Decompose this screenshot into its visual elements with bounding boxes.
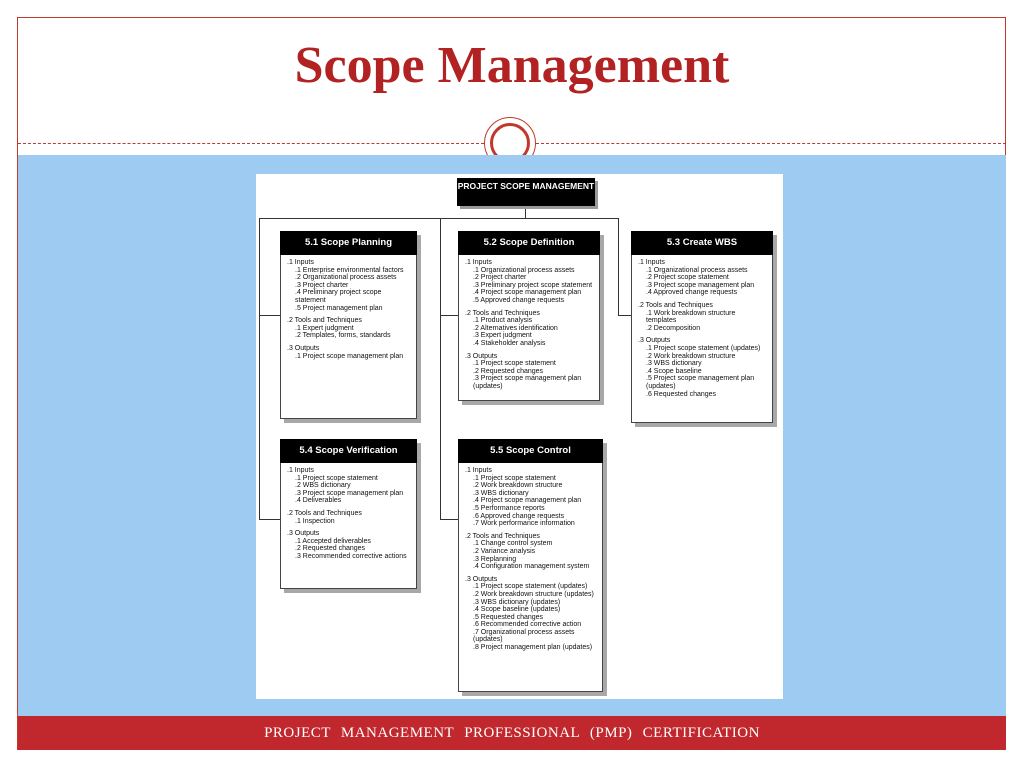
section-item: .4 Preliminary project scope statement (295, 289, 382, 304)
slide-title: Scope Management (294, 37, 730, 94)
process-section (465, 467, 596, 528)
section-item: .1 Product analysis (473, 317, 533, 325)
process-section (287, 345, 410, 360)
section-item: .4 Deliverables (295, 497, 342, 505)
section-item: .7 Work performance information (473, 520, 575, 528)
section-item: .6 Requested changes (646, 390, 717, 398)
section-item: .2 Project scope statement (646, 274, 729, 282)
section-item: .5 Requested changes (473, 613, 544, 621)
connector-line (259, 519, 280, 520)
section-item: .3 Recommended corrective actions (295, 552, 407, 560)
section-item: .2 Variance analysis (473, 547, 536, 555)
section-item: .5 Project management plan (295, 304, 383, 312)
section-item: .2 Alternatives identification (473, 324, 558, 332)
section-item: .2 Templates, forms, standards (295, 332, 391, 340)
section-item: .2 Decomposition (646, 324, 701, 332)
process-title: 5.3 Create WBS (631, 231, 773, 255)
section-item: .3 Expert judgment (473, 332, 532, 340)
process-body (632, 255, 772, 398)
section-item: .3 WBS dictionary (473, 489, 529, 497)
section-item: .7 Organizational process assets (updates) (473, 628, 575, 644)
process-section (287, 530, 410, 560)
section-item: .1 Project scope statement (updates) (646, 344, 761, 352)
section-item: .1 Project scope statement (473, 360, 556, 368)
process-section (287, 317, 410, 340)
process-body (459, 463, 602, 652)
process-section (465, 533, 596, 571)
process-section (465, 576, 596, 652)
process-section (287, 467, 410, 505)
scope-management-diagram (256, 174, 783, 699)
section-item: .2 WBS dictionary (295, 482, 351, 490)
section-item: .4 Scope baseline (646, 367, 702, 375)
process-body (459, 255, 599, 391)
section-item: .1 Inspection (295, 517, 335, 525)
section-item: .1 Project scope management plan (295, 352, 404, 360)
section-item: .4 Stakeholder analysis (473, 339, 546, 347)
section-heading: .2 Tools and Techniques (465, 309, 540, 317)
section-heading: .3 Outputs (465, 352, 498, 360)
section-heading: .1 Inputs (638, 259, 665, 266)
section-item: .1 Project scope statement (473, 474, 556, 482)
section-heading: .2 Tools and Techniques (638, 301, 713, 309)
section-heading: .1 Inputs (287, 259, 314, 266)
section-item: .5 Project scope management plan (updates) (646, 375, 755, 390)
section-item: .6 Approved change requests (473, 512, 565, 520)
process-title: 5.1 Scope Planning (280, 231, 417, 255)
section-heading: .2 Tools and Techniques (287, 509, 362, 517)
connector-line (440, 218, 441, 520)
section-item: .8 Project management plan (updates) (473, 644, 593, 652)
process-section (638, 259, 766, 297)
section-item: .3 Replanning (473, 555, 517, 563)
title-divider-left (18, 143, 484, 144)
section-item: .5 Performance reports (473, 504, 545, 512)
process-body (281, 463, 416, 561)
process-title: 5.5 Scope Control (458, 439, 603, 463)
section-heading: .2 Tools and Techniques (287, 317, 362, 325)
connector-line (618, 218, 619, 316)
section-item: .4 Configuration management system (473, 563, 590, 571)
connector-line (440, 519, 458, 520)
section-item: .3 Project scope management plan (646, 281, 755, 289)
section-item: .2 Work breakdown structure (473, 482, 563, 490)
section-item: .1 Enterprise environmental factors (295, 266, 404, 274)
section-item: .3 WBS dictionary (646, 360, 702, 368)
connector-line (259, 218, 260, 520)
process-section (287, 259, 410, 312)
section-item: .1 Organizational process assets (473, 266, 575, 274)
process-body (281, 255, 416, 360)
section-item: .3 WBS dictionary (updates) (473, 598, 561, 606)
section-item: .6 Recommended corrective action (473, 621, 582, 629)
process-box-scope-definition (458, 231, 600, 401)
section-item: .3 Project scope management plan (295, 489, 404, 497)
process-box-scope-control (458, 439, 603, 692)
process-box-create-wbs (631, 231, 773, 423)
section-item: .4 Approved change requests (646, 289, 738, 297)
section-heading: .3 Outputs (465, 575, 498, 583)
section-item: .3 Preliminary project scope statement (473, 281, 593, 289)
connector-line (618, 315, 631, 316)
section-item: .1 Expert judgment (295, 324, 354, 332)
section-heading: .1 Inputs (287, 467, 314, 474)
process-section (638, 337, 766, 398)
process-section (465, 259, 593, 305)
process-box-scope-planning (280, 231, 417, 419)
process-section (287, 510, 410, 525)
section-heading: .3 Outputs (287, 344, 320, 352)
section-item: .1 Project scope statement (updates) (473, 583, 588, 591)
section-heading: .2 Tools and Techniques (465, 532, 540, 540)
section-item: .1 Change control system (473, 540, 553, 548)
process-section (465, 353, 593, 391)
section-heading: .3 Outputs (287, 530, 320, 538)
section-item: .2 Requested changes (295, 545, 366, 553)
section-item: .4 Project scope management plan (473, 497, 582, 505)
connector-line (259, 315, 280, 316)
section-heading: .3 Outputs (638, 337, 671, 345)
section-item: .1 Organizational process assets (646, 266, 748, 274)
connector-line (259, 218, 618, 219)
section-item: .1 Accepted deliverables (295, 537, 371, 545)
section-heading: .1 Inputs (465, 467, 492, 474)
section-item: .3 Project scope management plan (updates) (473, 375, 582, 390)
process-title: 5.4 Scope Verification (280, 439, 417, 463)
section-item: .2 Work breakdown structure (updates) (473, 590, 594, 598)
connector-line (440, 315, 458, 316)
section-item: .4 Scope baseline (updates) (473, 606, 561, 614)
section-item: .2 Project charter (473, 274, 527, 282)
section-item: .4 Project scope management plan (473, 289, 582, 297)
section-item: .2 Work breakdown structure (646, 352, 736, 360)
title-divider-right (536, 143, 1006, 144)
section-item: .2 Organizational process assets (295, 274, 397, 282)
process-section (638, 302, 766, 332)
process-title: 5.2 Scope Definition (458, 231, 600, 255)
section-item: .5 Approved change requests (473, 296, 565, 304)
section-item: .2 Requested changes (473, 367, 544, 375)
section-item: .1 Project scope statement (295, 474, 378, 482)
section-item: .1 Work breakdown structure templates (646, 309, 736, 325)
root-node: PROJECT SCOPE MANAGEMENT (457, 178, 595, 206)
process-box-scope-verification (280, 439, 417, 589)
footer-banner: PROJECT MANAGEMENT PROFESSIONAL (PMP) CERTIFICATION (18, 716, 1006, 750)
section-item: .3 Project charter (295, 281, 349, 289)
section-heading: .1 Inputs (465, 259, 492, 266)
connector-line (525, 206, 526, 218)
process-section (465, 310, 593, 348)
